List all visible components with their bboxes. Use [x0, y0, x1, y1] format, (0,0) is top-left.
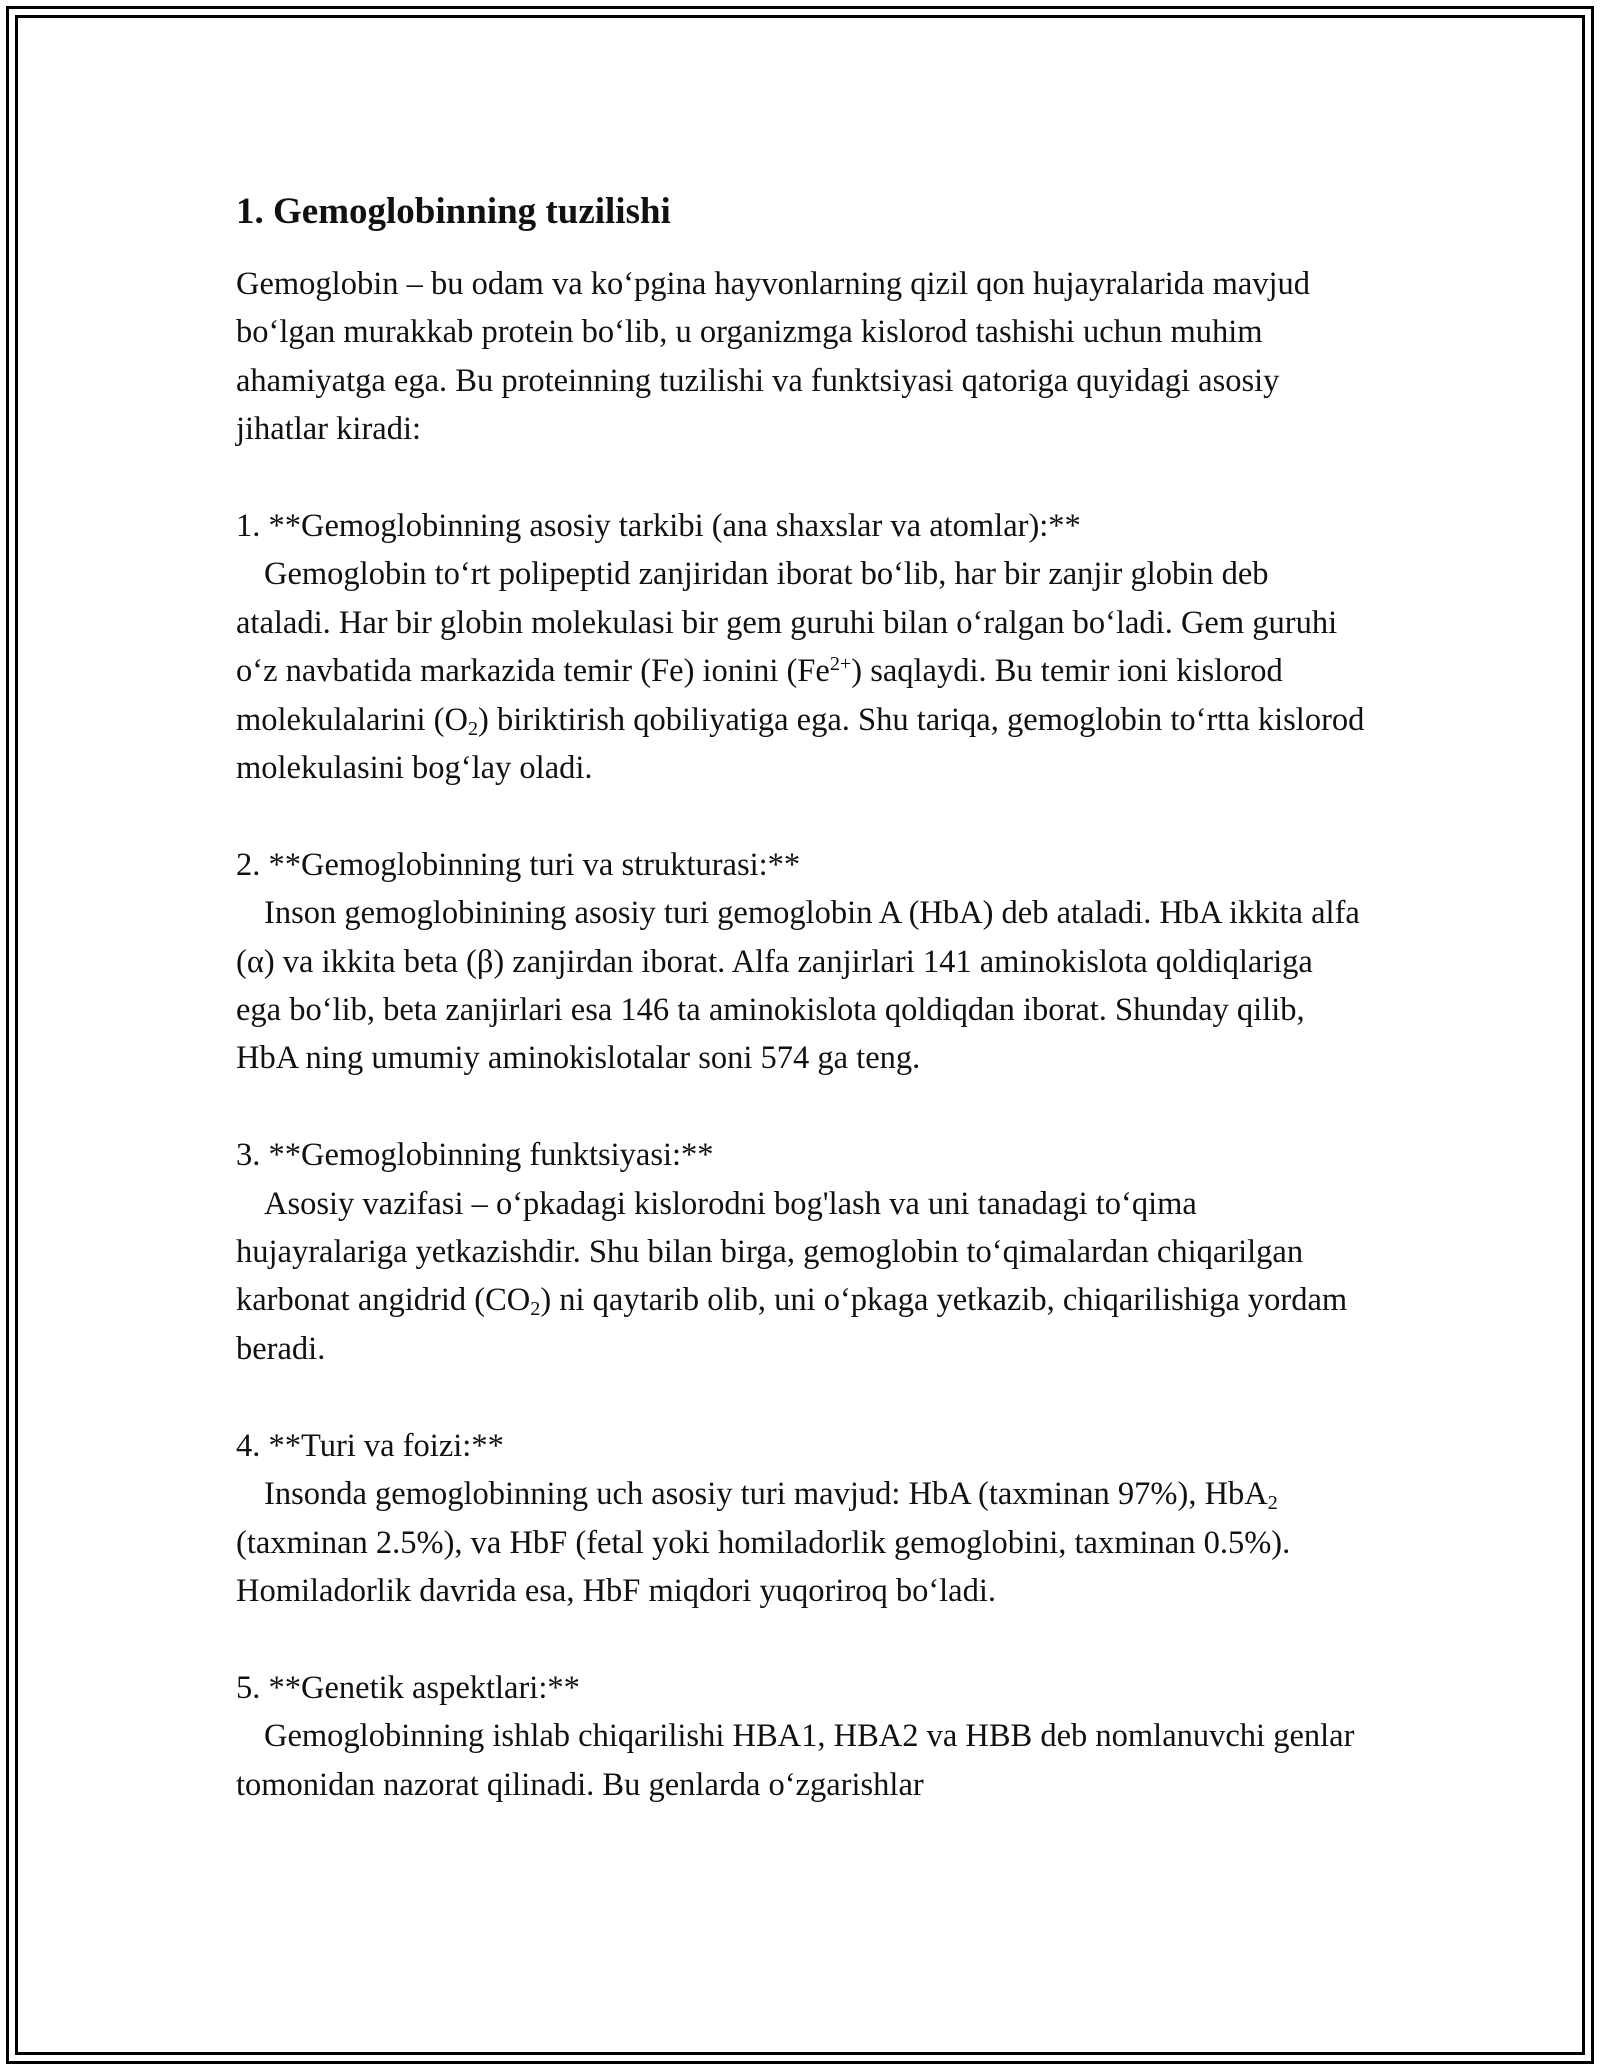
section-body: Asosiy vazifasi – o‘pkadagi kislorodni bog'lash va uni tanadagi to‘qima hujayralariga yetkazishdir. Shu bilan birga, gemoglobin to‘qimalardan chiqarilgan karbonat angidrid $(CO_2)$ ni qaytarib olib, uni o‘pkaga yetkazib, chiqarilishiga yordam beradi. [236, 1185, 1348, 1367]
section-body: Inson gemoglobinining asosiy turi gemoglobin A (HbA) deb ataladi. HbA ikkita alfa (α) va ikkita beta (β) zanjirdan iborat. Alfa zanjirlari 141 aminokislota qoldiqlariga ega bo‘lib, beta zanjirlari esa 146 ta aminokislota qoldiqdan iborat. Shunday qilib, HbA ning umumiy aminokislotalar soni 574 ga teng. [236, 895, 1360, 1077]
section-types-structure [236, 841, 1366, 1083]
section-composition [236, 502, 1366, 792]
section-title: 5. **Genetik aspektlari:** [236, 1669, 580, 1706]
section-body: Gemoglobinning ishlab chiqarilishi HBA1, HBA2 va HBB deb nomlanuvchi genlar tomonidan nazorat qilinadi. Bu genlarda o‘zgarishlar [236, 1718, 1355, 1803]
section-genetics [236, 1664, 1366, 1809]
section-body: Insonda gemoglobinning uch asosiy turi mavjud: HbA (taxminan 97%), HbA$_2$ (taxminan 2.5%), va HbF (fetal yoki homiladorlik gemoglobini, taxminan 0.5%). Homiladorlik davrida esa, HbF miqdori yuqoriroq bo‘ladi. [236, 1476, 1291, 1609]
section-title: 2. **Gemoglobinning turi va strukturasi:** [236, 846, 801, 883]
section-title: 1. **Gemoglobinning asosiy tarkibi (ana shaxslar va atomlar):** [236, 508, 1081, 545]
intro-paragraph: Gemoglobin – bu odam va ko‘pgina hayvonlarning qizil qon hujayralarida mavjud bo‘lgan murakkab protein bo‘lib, u organizmga kislorod tashishi uchun muhim ahamiyatga ega. Bu proteinning tuzilishi va funktsiyasi qatoriga quyidagi asosiy jihatlar kiradi: [236, 266, 1311, 448]
document-body [236, 186, 1366, 1809]
document-heading: 1. Gemoglobinning tuzilishi [236, 191, 671, 232]
section-body: Gemoglobin to‘rt polipeptid zanjiridan iborat bo‘lib, har bir zanjir globin deb ataladi. Har bir globin molekulasi bir gem guruhi bilan o‘ralgan bo‘ladi. Gem guruhi o‘z navbatida markazida temir (Fe) ionini $(Fe^{2+})$ saqlaydi. Bu temir ioni kislorod molekulalarini $(O_2)$ biriktirish qobiliyatiga ega. Shu tariqa, gemoglobin to‘rtta kislorod molekulasini bog‘lay oladi. [236, 556, 1365, 787]
section-types-percent [236, 1422, 1366, 1616]
section-title: 3. **Gemoglobinning funktsiyasi:** [236, 1137, 714, 1174]
section-function [236, 1131, 1366, 1373]
section-title: 4. **Turi va foizi:** [236, 1427, 504, 1464]
